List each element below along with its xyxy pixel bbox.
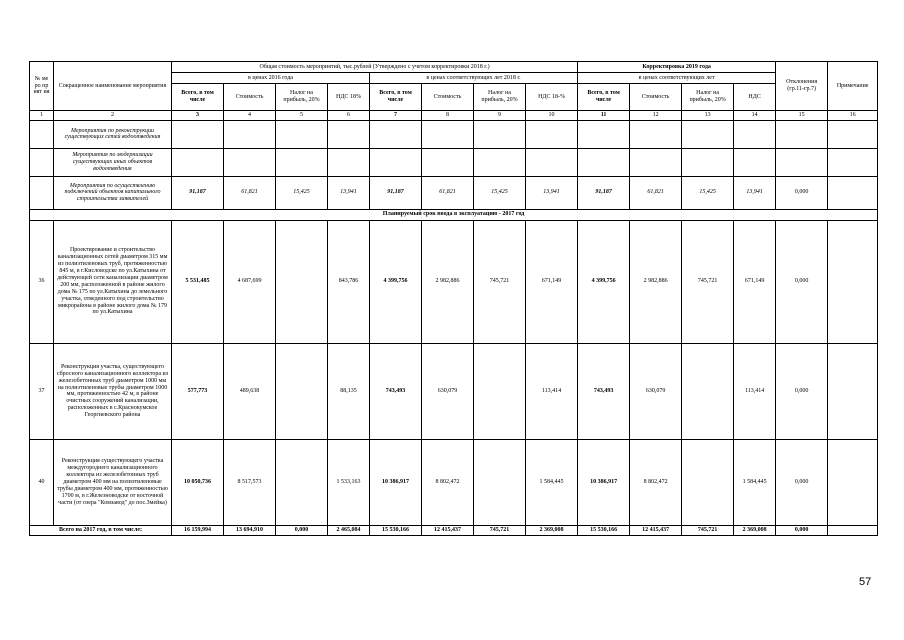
cell-total: 91,187 <box>370 176 422 209</box>
cell-vat: 1 584,445 <box>526 439 578 525</box>
cell-cost: 630,079 <box>422 343 474 439</box>
cell-tax: 745,721 <box>474 220 526 343</box>
cell-cost: 8 517,573 <box>224 439 276 525</box>
header-tax: Налог на прибыль, 20% <box>474 84 526 111</box>
column-number: 10 <box>526 111 578 121</box>
header-vat: НДС <box>734 84 776 111</box>
cell-total: 577,773 <box>172 343 224 439</box>
cell-tax <box>276 439 328 525</box>
cell-tax <box>682 439 734 525</box>
header-group-total: Общая стоимость мероприятий, тыс.рублей (Утверждено с учетом корректировки 2018 г.) <box>172 62 578 73</box>
row-name: Реконструкция существующего участка междугороднего канализационного коллектора из железобетонных труб диаметром 400 мм на полиэтиленовые трубы диаметром 400 мм, протяженностью 1700 м, в г.Железноводске от восточной части (от озера "Комзавод" до пос.Змейка) <box>54 439 172 525</box>
cell-total: 10 386,917 <box>370 439 422 525</box>
row-name: Мероприятия по модернизации существующих иных объектов водоотведения <box>54 148 172 176</box>
cell-vat: 113,414 <box>526 343 578 439</box>
column-number: 4 <box>224 111 276 121</box>
total-cell: 0,000 <box>776 525 828 535</box>
cell-cost: 8 802,472 <box>422 439 474 525</box>
header-tax: Налог на прибыль, 20% <box>276 84 328 111</box>
cell-note <box>828 439 878 525</box>
page-number: 57 <box>859 576 872 588</box>
column-number: 15 <box>776 111 828 121</box>
column-number: 13 <box>682 111 734 121</box>
column-number-row <box>30 111 878 121</box>
cell-vat: 671,149 <box>526 220 578 343</box>
total-label: Всего на 2017 год, в том числе: <box>30 525 172 535</box>
header-total: Всего, в том числе <box>578 84 630 111</box>
header-col-deviation: Отклонения (гр.11-гр.7) <box>776 62 828 111</box>
cell-cost: 61,821 <box>630 176 682 209</box>
total-cell: 15 530,166 <box>578 525 630 535</box>
cell-tax <box>682 343 734 439</box>
cell-cost: 2 982,886 <box>630 220 682 343</box>
table-row <box>30 439 878 525</box>
total-cell: 15 530,166 <box>370 525 422 535</box>
cell-total: 743,493 <box>578 343 630 439</box>
cell-total: 4 399,756 <box>578 220 630 343</box>
column-number: 6 <box>328 111 370 121</box>
total-cell: 2 369,008 <box>734 525 776 535</box>
header-group-corr: Корректировка 2019 года <box>578 62 776 73</box>
column-number: 9 <box>474 111 526 121</box>
column-number: 14 <box>734 111 776 121</box>
total-cell: 0,000 <box>276 525 328 535</box>
header-vat: НДС 18% <box>328 84 370 111</box>
row-name: Мероприятия по реконструкции существующих сетей водоотведения <box>54 120 172 148</box>
cell-total: 91,187 <box>578 176 630 209</box>
cell-total: 10 050,736 <box>172 439 224 525</box>
header-col-note: Примечание <box>828 62 878 111</box>
cell-note <box>828 220 878 343</box>
cell-total: 4 399,756 <box>370 220 422 343</box>
total-cell <box>828 525 878 535</box>
header-col-name: Сокращенное наименование мероприятия <box>54 62 172 111</box>
cell-cost: 8 802,472 <box>630 439 682 525</box>
cell-total: 743,493 <box>370 343 422 439</box>
column-number: 12 <box>630 111 682 121</box>
row-number: 40 <box>30 439 54 525</box>
table-row <box>30 220 878 343</box>
header-col-num: № ме ро пр ият ия <box>30 62 54 111</box>
cell-tax <box>276 343 328 439</box>
total-row <box>30 525 878 535</box>
cell-tax: 745,721 <box>682 220 734 343</box>
row-name: Реконструкция участка, существующего сбросного канализационного коллектора из железобетонных труб диаметром 1000 мм на полиэтиленовые трубы диаметром 1000 мм, протяженностью 42 м, в районе очистных сооружений канализации, расположенных в с.Краснокумское Георгиевского района <box>54 343 172 439</box>
cell-vat: 1 533,163 <box>328 439 370 525</box>
cell-cost: 61,821 <box>422 176 474 209</box>
cell-total: 91,187 <box>172 176 224 209</box>
header-tax: Налог на прибыль, 20% <box>682 84 734 111</box>
row-number: 36 <box>30 220 54 343</box>
header-cost: Стоимость <box>630 84 682 111</box>
cell-deviation: 0,000 <box>776 343 828 439</box>
cell-vat: 843,786 <box>328 220 370 343</box>
column-number: 1 <box>30 111 54 121</box>
cell-note <box>828 343 878 439</box>
total-cell: 745,721 <box>474 525 526 535</box>
period-title: Планируемый срок ввода в эксплуатацию - 2017 год <box>30 209 878 220</box>
cell-tax: 15,425 <box>474 176 526 209</box>
row-number <box>30 120 54 148</box>
cell-cost: 630,079 <box>630 343 682 439</box>
cell-total: 5 531,485 <box>172 220 224 343</box>
row-name: Проектирование и строительство канализационных сетей диаметром 315 мм из полиэтиленовых труб, протяженностью 845 м, в г.Кисловодске по ул.Катыхина от действующей сети канализации диаметром 200 мм, расположенной в районе жилого дома № 175 по ул.Катыхина до земельного участка, отведенного под строительство микрорайона в районе жилого дома № 179 по ул.Катыхина <box>54 220 172 343</box>
header-cost: Стоимость <box>224 84 276 111</box>
cell-deviation: 0,000 <box>776 176 828 209</box>
header-row-1 <box>30 62 878 73</box>
cell-total: 10 386,917 <box>578 439 630 525</box>
total-cell: 12 415,437 <box>422 525 474 535</box>
cell-cost: 4 687,699 <box>224 220 276 343</box>
column-number: 7 <box>370 111 422 121</box>
cell-tax: 15,425 <box>276 176 328 209</box>
column-number: 2 <box>54 111 172 121</box>
column-number: 3 <box>172 111 224 121</box>
row-number <box>30 148 54 176</box>
cell-vat: 13,941 <box>328 176 370 209</box>
cell-tax <box>474 343 526 439</box>
cell-cost: 489,638 <box>224 343 276 439</box>
total-cell: 2 369,008 <box>526 525 578 535</box>
header-total: Всего, в том числе <box>370 84 422 111</box>
header-cost: Стоимость <box>422 84 474 111</box>
header-vat: НДС 18-% <box>526 84 578 111</box>
row-number <box>30 176 54 209</box>
cell-note <box>828 176 878 209</box>
cell-deviation: 0,000 <box>776 220 828 343</box>
row-name: Мероприятия по осуществлению подключений объектов капитального строительства заявителей <box>54 176 172 209</box>
header-sub-2016: в ценах 2016 года <box>172 73 370 84</box>
total-cell: 2 465,084 <box>328 525 370 535</box>
investment-table <box>29 61 878 536</box>
cell-tax <box>276 220 328 343</box>
section-row-modernization <box>30 148 878 176</box>
cell-vat: 113,414 <box>734 343 776 439</box>
column-number: 16 <box>828 111 878 121</box>
column-number: 8 <box>422 111 474 121</box>
cell-vat: 13,941 <box>734 176 776 209</box>
header-sub-years: в ценах соответствующих лет <box>578 73 776 84</box>
cell-vat: 671,149 <box>734 220 776 343</box>
total-cell: 16 159,994 <box>172 525 224 535</box>
section-row-reconstruction <box>30 120 878 148</box>
period-row <box>30 209 878 220</box>
column-number: 5 <box>276 111 328 121</box>
section-row-connections <box>30 176 878 209</box>
header-total: Всего, в том числе <box>172 84 224 111</box>
cell-vat: 13,941 <box>526 176 578 209</box>
total-cell: 13 694,910 <box>224 525 276 535</box>
cell-cost: 2 982,886 <box>422 220 474 343</box>
cell-vat: 88,135 <box>328 343 370 439</box>
column-number: 11 <box>578 111 630 121</box>
cell-vat: 1 584,445 <box>734 439 776 525</box>
cell-tax <box>474 439 526 525</box>
cell-deviation: 0,000 <box>776 439 828 525</box>
cell-tax: 15,425 <box>682 176 734 209</box>
total-cell: 12 415,437 <box>630 525 682 535</box>
total-cell: 745,721 <box>682 525 734 535</box>
table-row <box>30 343 878 439</box>
cell-cost: 61,821 <box>224 176 276 209</box>
header-sub-2018: в ценах соответствующих лет 2018 г. <box>370 73 578 84</box>
row-number: 37 <box>30 343 54 439</box>
